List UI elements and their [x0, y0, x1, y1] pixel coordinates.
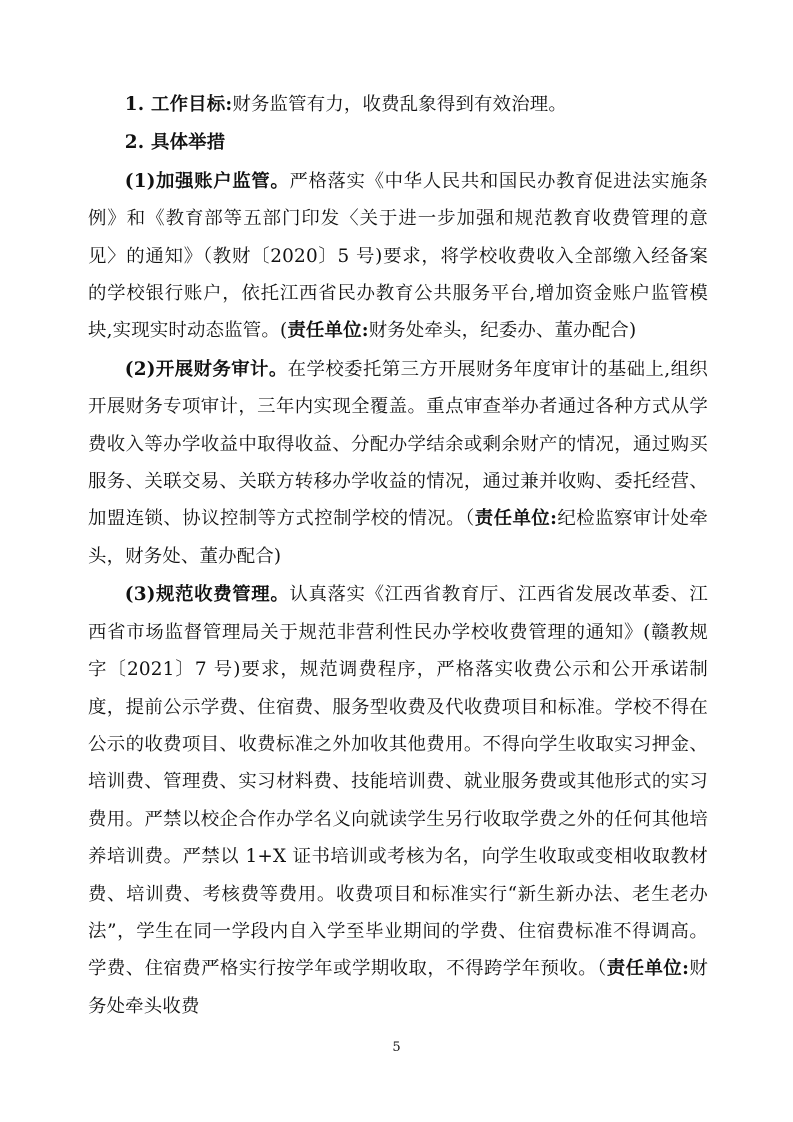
paragraph-lead: 2. 具体举措 [124, 132, 226, 154]
paragraph-text: 在学校委托第三方开展财务年度审计的基础上,组织开展财务专项审计，三年内实现全覆盖。重点审查举办者通过各种方式从学费收入等办学收益中取得收益、分配办学结余或剩余财产的情况，通过购买服务、关联交易、关联方转移办学收益的情况，通过兼并收购、委托经营、加盟连锁、协议控制等方式控制学校的情况。（ [88, 358, 708, 530]
responsible-unit-text: 财务处牵头收费 [88, 958, 708, 1017]
page-number: 5 [392, 1040, 401, 1055]
paragraph-lead: (2)开展财务审计。 [124, 358, 288, 380]
paragraph-account-supervision [88, 163, 708, 350]
paragraph-lead: (3)规范收费管理。 [124, 584, 290, 606]
responsible-unit-text: 财务处牵头，纪委办、董办配合) [368, 320, 637, 342]
responsible-unit-text: 纪检监察审计处牵头，财务处、董办配合) [88, 508, 708, 567]
responsible-unit-label: 责任单位: [287, 320, 369, 342]
paragraph-fee-management [88, 576, 708, 1025]
responsible-unit-label: 责任单位: [474, 508, 558, 530]
responsible-unit-label: 责任单位: [606, 958, 690, 980]
paragraph-text: 认真落实《江西省教育厅、江西省发展改革委、江西省市场监督管理局关于规范非营利性民办学校收费管理的通知》(赣教规字〔2021〕7 号)要求，规范调费程序，严格落实收费公示和公开承诺制度，提前公示学费、住宿费、服务型收费及代收费项目和标准。学校不得在公示的收费项目、收费标准之外加收其他费用。不得向学生收取实习押金、培训费、管理费、实习材料费、技能培训费、就业服务费或其他形式的实习费用。严禁以校企合作办学名义向就读学生另行收取学费之外的任何其他培养培训费。严禁以 1+X 证书培训或考核为名，向学生收取或变相收取教材费、培训费、考核费等费用。收费项目和标准实行“新生新办法、老生老办法”，学生在同一学段内自入学至毕业期间的学费、住宿费标准不得调高。学费、住宿费严格实行按学年或学期收取，不得跨学年预收。（ [88, 584, 708, 980]
paragraph-measures-heading [88, 124, 708, 161]
document-body [88, 86, 708, 1026]
paragraph-lead: (1)加强账户监管。 [124, 170, 290, 192]
paragraph-financial-audit [88, 351, 708, 575]
paragraph-text: 财务监管有力，收费乱象得到有效治理。 [232, 94, 567, 115]
paragraph-lead: 1. 工作目标: [124, 94, 233, 115]
paragraph-text: 严格落实《中华人民共和国民办教育促进法实施条例》和《教育部等五部门印发〈关于进一步加强和规范教育收费管理的意见〉的通知》（教财〔2020〕5 号)要求，将学校收费收入全部缴入经备案的学校银行账户，依托江西省民办教育公共服务平台,增加资金账户监管模块,实现实时动态监管。( [88, 170, 708, 342]
paragraph-work-goal [88, 86, 708, 123]
